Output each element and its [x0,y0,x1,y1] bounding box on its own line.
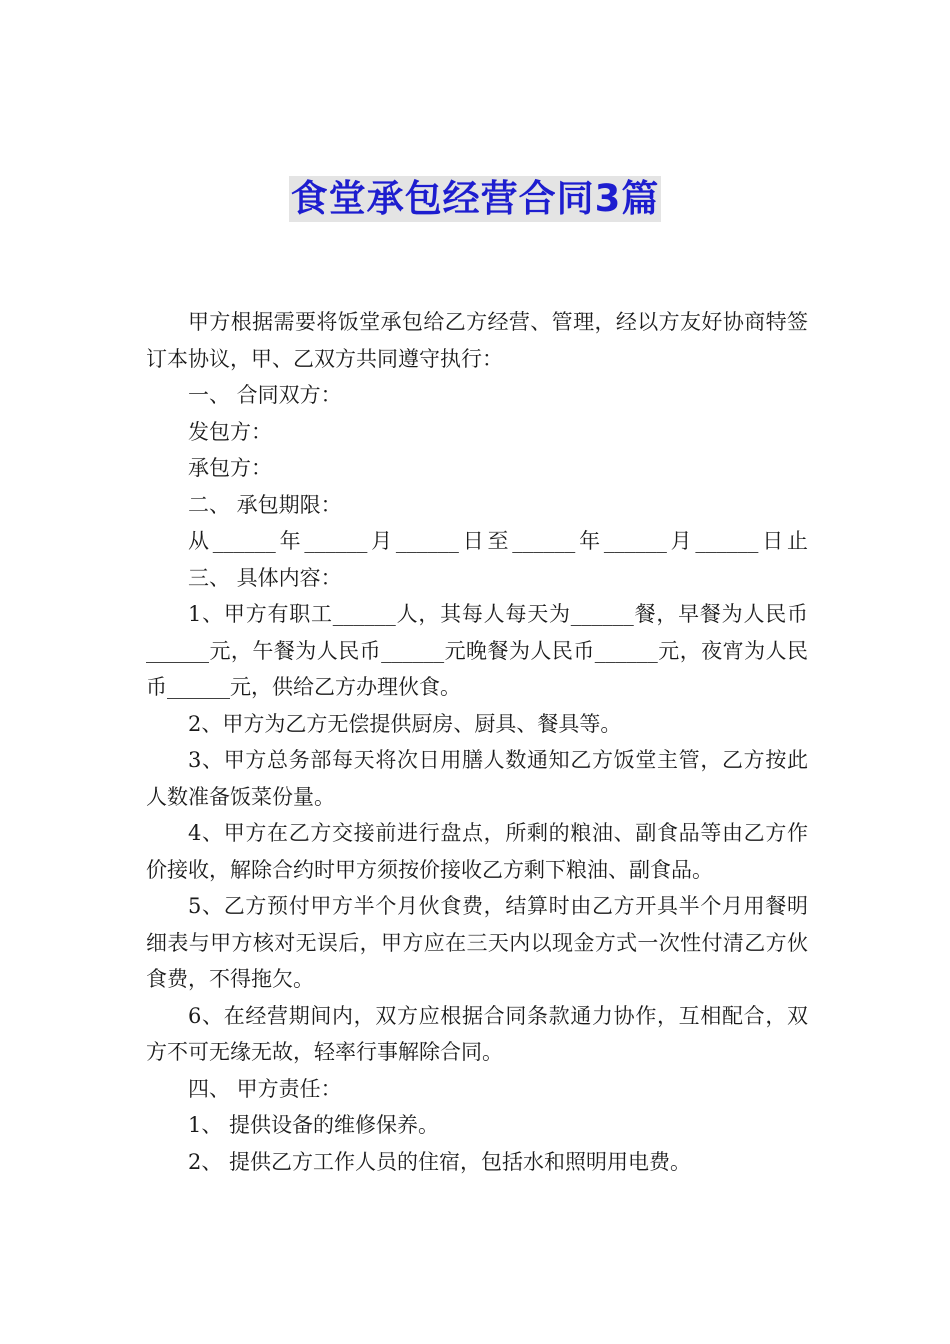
content-item-2: 2、甲方为乙方无偿提供厨房、厨具、餐具等。 [188,711,622,736]
content-item-4: 4、甲方在乙方交接前进行盘点，所剩的粮油、副食品等由乙方作价接收，解除合约时甲方须按价接收乙方剩下粮油、副食品。 [146,821,808,882]
duty-item-2: 2、 提供乙方工作人员的住宿，包括水和照明用电费。 [188,1149,692,1174]
content-item-1: 1、甲方有职工______人，其每人每天为______餐，早餐为人民币______元，午餐为人民币______元晚餐为人民币______元，夜宵为人民币______元，供给乙方办理伙食。 [146,602,808,699]
term-dates-line: 从______年______月______日至______年______月______日止 [188,529,808,553]
title-container [0,176,950,222]
section-heading-content: 三、 具体内容： [188,565,342,590]
document-title: 食堂承包经营合同3篇 [290,177,660,220]
content-item-6: 6、在经营期间内，双方应根据合同条款通力协作，互相配合，双方不可无缘无故，轻率行事解除合同。 [146,1003,808,1064]
section-heading-parties: 一、 合同双方： [188,383,342,407]
duty-item-1: 1、 提供设备的维修保养。 [188,1113,440,1137]
issuer-line: 发包方： [188,419,272,444]
contractor-line: 承包方： [188,456,272,480]
content-item-5: 5、乙方预付甲方半个月伙食费，结算时由乙方开具半个月用餐明细表与甲方核对无误后，甲方应在三天内以现金方式一次性付清乙方伙食费，不得拖欠。 [146,894,808,991]
intro-paragraph: 甲方根据需要将饭堂承包给乙方经营、管理，经以方友好协商特签订本协议，甲、乙双方共同遵守执行： [146,310,808,371]
section-heading-party-a-duties: 四、 甲方责任： [188,1076,342,1101]
section-heading-term: 二、 承包期限： [188,492,342,517]
document-body [146,304,808,1180]
content-item-3: 3、甲方总务部每天将次日用膳人数通知乙方饭堂主管，乙方按此人数准备饭菜份量。 [146,748,808,809]
